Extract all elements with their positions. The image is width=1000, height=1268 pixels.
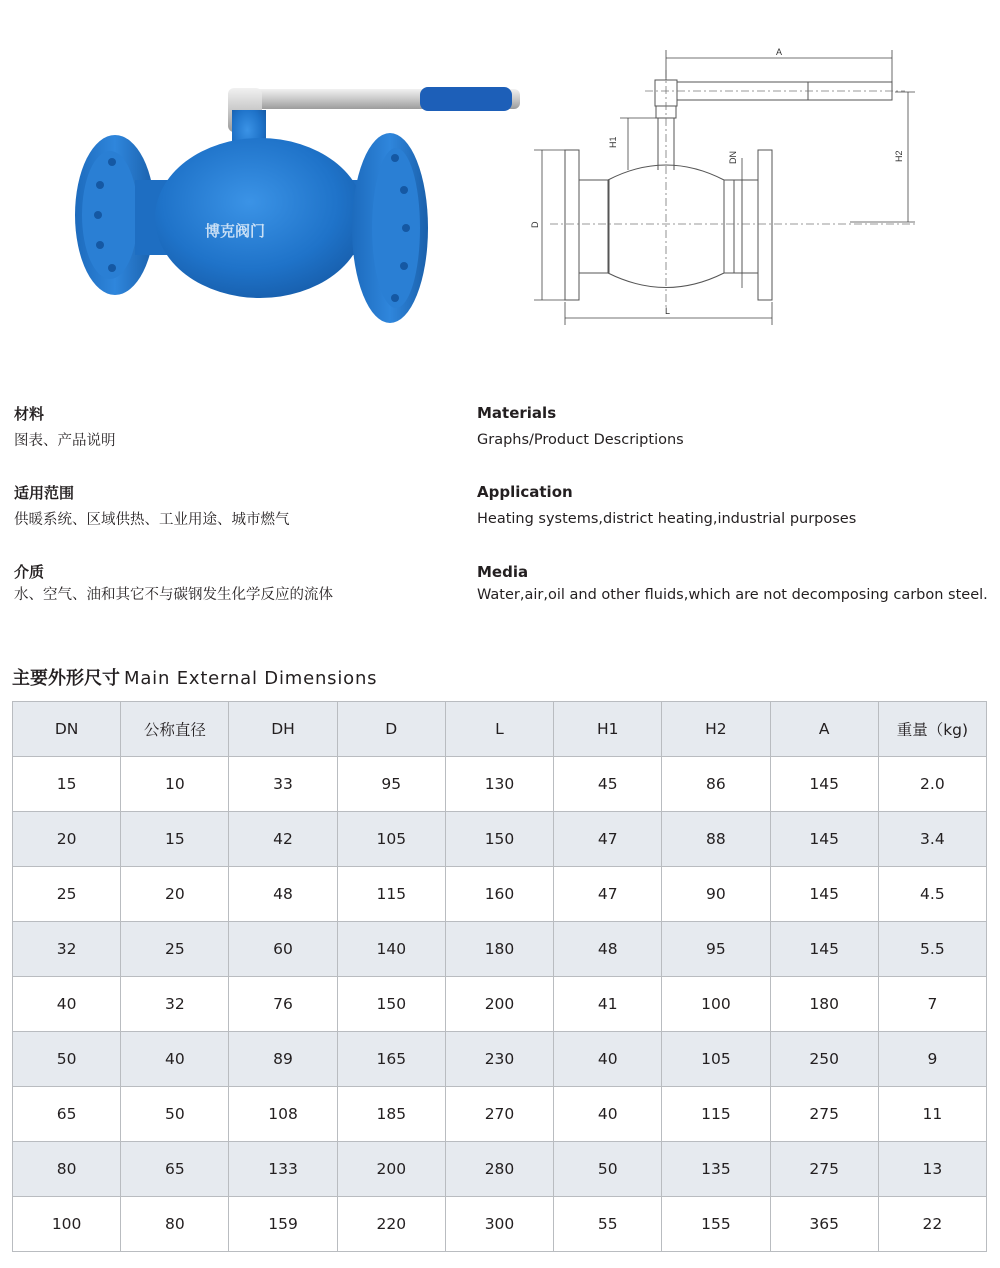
- table-row: [13, 1087, 987, 1142]
- dim-label-dn: DN: [728, 151, 738, 164]
- table-cell: 100: [662, 977, 770, 1032]
- table-cell: 48: [554, 922, 662, 977]
- table-cell: 80: [13, 1142, 121, 1197]
- table-cell: 115: [337, 867, 445, 922]
- table-cell: 15: [121, 812, 229, 867]
- spec-text: Graphs/Product Descriptions: [477, 432, 684, 448]
- table-cell: 270: [445, 1087, 553, 1142]
- table-cell: 20: [121, 867, 229, 922]
- table-cell: 50: [13, 1032, 121, 1087]
- table-cell: 7: [878, 977, 986, 1032]
- dim-label-l: L: [665, 306, 671, 316]
- spec-title: 材料: [14, 405, 45, 423]
- column-header: DN: [13, 702, 121, 757]
- spec-title: Media: [477, 563, 529, 581]
- table-cell: 300: [445, 1197, 553, 1252]
- table-cell: 275: [770, 1142, 878, 1197]
- table-cell: 22: [878, 1197, 986, 1252]
- table-row: [13, 867, 987, 922]
- dimensions-table: [12, 701, 987, 1252]
- table-cell: 25: [121, 922, 229, 977]
- spec-title: Materials: [477, 404, 557, 422]
- spec-media-en: [477, 562, 988, 605]
- table-cell: 108: [229, 1087, 337, 1142]
- table-cell: 135: [662, 1142, 770, 1197]
- table-cell: 40: [121, 1032, 229, 1087]
- table-cell: 275: [770, 1087, 878, 1142]
- table-cell: 145: [770, 867, 878, 922]
- spec-materials-cn: [14, 404, 116, 451]
- spec-text: 供暖系统、区域供热、工业用途、城市燃气: [14, 512, 290, 528]
- spec-text: 水、空气、油和其它不与碳钢发生化学反应的流体: [14, 587, 333, 603]
- table-cell: 3.4: [878, 812, 986, 867]
- table-cell: 47: [554, 812, 662, 867]
- column-header: A: [770, 702, 878, 757]
- table-cell: 95: [662, 922, 770, 977]
- table-cell: 45: [554, 757, 662, 812]
- table-cell: 76: [229, 977, 337, 1032]
- table-cell: 42: [229, 812, 337, 867]
- spec-title: 适用范围: [14, 484, 75, 502]
- column-header: L: [445, 702, 553, 757]
- table-row: [13, 977, 987, 1032]
- table-cell: 89: [229, 1032, 337, 1087]
- table-cell: 159: [229, 1197, 337, 1252]
- table-cell: 86: [662, 757, 770, 812]
- column-header: 重量（kg): [878, 702, 986, 757]
- table-cell: 200: [337, 1142, 445, 1197]
- table-cell: 4.5: [878, 867, 986, 922]
- table-cell: 180: [770, 977, 878, 1032]
- table-cell: 20: [13, 812, 121, 867]
- spec-application-en: [477, 482, 856, 529]
- table-cell: 200: [445, 977, 553, 1032]
- dimensions-heading-cn: 主要外形尺寸: [12, 668, 120, 689]
- table-cell: 280: [445, 1142, 553, 1197]
- table-cell: 41: [554, 977, 662, 1032]
- table-cell: 105: [337, 812, 445, 867]
- table-cell: 10: [121, 757, 229, 812]
- table-cell: 15: [13, 757, 121, 812]
- column-header: H2: [662, 702, 770, 757]
- table-cell: 160: [445, 867, 553, 922]
- dim-label-a: A: [776, 47, 783, 57]
- table-cell: 95: [337, 757, 445, 812]
- table-cell: 50: [554, 1142, 662, 1197]
- table-cell: 60: [229, 922, 337, 977]
- table-cell: 220: [337, 1197, 445, 1252]
- table-header-row: [13, 702, 987, 757]
- table-cell: 40: [554, 1087, 662, 1142]
- table-cell: 2.0: [878, 757, 986, 812]
- spec-text: Heating systems,district heating,industrial purposes: [477, 511, 857, 527]
- spec-title: Application: [477, 483, 573, 501]
- table-cell: 115: [662, 1087, 770, 1142]
- table-cell: 100: [13, 1197, 121, 1252]
- spec-application-cn: [14, 483, 290, 530]
- table-cell: 33: [229, 757, 337, 812]
- table-cell: 40: [554, 1032, 662, 1087]
- table-cell: 80: [121, 1197, 229, 1252]
- table-cell: 150: [445, 812, 553, 867]
- table-cell: 105: [662, 1032, 770, 1087]
- table-cell: 165: [337, 1032, 445, 1087]
- column-header: D: [337, 702, 445, 757]
- table-cell: 65: [13, 1087, 121, 1142]
- table-cell: 230: [445, 1032, 553, 1087]
- table-cell: 32: [121, 977, 229, 1032]
- table-cell: 40: [13, 977, 121, 1032]
- table-cell: 140: [337, 922, 445, 977]
- table-cell: 185: [337, 1087, 445, 1142]
- dim-label-h2: H2: [894, 150, 904, 162]
- spec-text: Water,air,oil and other fluids,which are not decomposing carbon steel.: [477, 587, 988, 603]
- table-cell: 180: [445, 922, 553, 977]
- table-cell: 65: [121, 1142, 229, 1197]
- table-cell: 365: [770, 1197, 878, 1252]
- spec-title: 介质: [14, 563, 45, 581]
- table-row: [13, 1032, 987, 1087]
- table-cell: 25: [13, 867, 121, 922]
- column-header: 公称直径: [121, 702, 229, 757]
- table-cell: 133: [229, 1142, 337, 1197]
- column-header: DH: [229, 702, 337, 757]
- table-row: [13, 922, 987, 977]
- table-row: [13, 757, 987, 812]
- dim-label-h1: H1: [608, 136, 618, 148]
- table-cell: 150: [337, 977, 445, 1032]
- table-cell: 145: [770, 757, 878, 812]
- table-cell: 13: [878, 1142, 986, 1197]
- table-row: [13, 1197, 987, 1252]
- brand-mark: 博克阀门: [204, 222, 266, 240]
- table-cell: 88: [662, 812, 770, 867]
- table-cell: 48: [229, 867, 337, 922]
- table-cell: 55: [554, 1197, 662, 1252]
- spec-media-cn: [14, 562, 333, 605]
- table-cell: 11: [878, 1087, 986, 1142]
- table-cell: 145: [770, 922, 878, 977]
- table-cell: 130: [445, 757, 553, 812]
- spec-text: 图表、产品说明: [14, 433, 116, 449]
- table-cell: 32: [13, 922, 121, 977]
- table-cell: 145: [770, 812, 878, 867]
- table-row: [13, 1142, 987, 1197]
- table-cell: 250: [770, 1032, 878, 1087]
- table-cell: 155: [662, 1197, 770, 1252]
- dimensions-heading: [12, 668, 377, 690]
- valve-product-image: [60, 70, 530, 340]
- table-cell: 50: [121, 1087, 229, 1142]
- table-row: [13, 812, 987, 867]
- dimensions-heading-en: Main External Dimensions: [124, 668, 378, 689]
- column-header: H1: [554, 702, 662, 757]
- table-body: [13, 757, 987, 1252]
- table-cell: 5.5: [878, 922, 986, 977]
- spec-materials-en: [477, 403, 684, 450]
- table-cell: 9: [878, 1032, 986, 1087]
- table-cell: 90: [662, 867, 770, 922]
- valve-technical-drawing: [520, 40, 940, 340]
- table-cell: 47: [554, 867, 662, 922]
- dim-label-d: D: [530, 221, 540, 228]
